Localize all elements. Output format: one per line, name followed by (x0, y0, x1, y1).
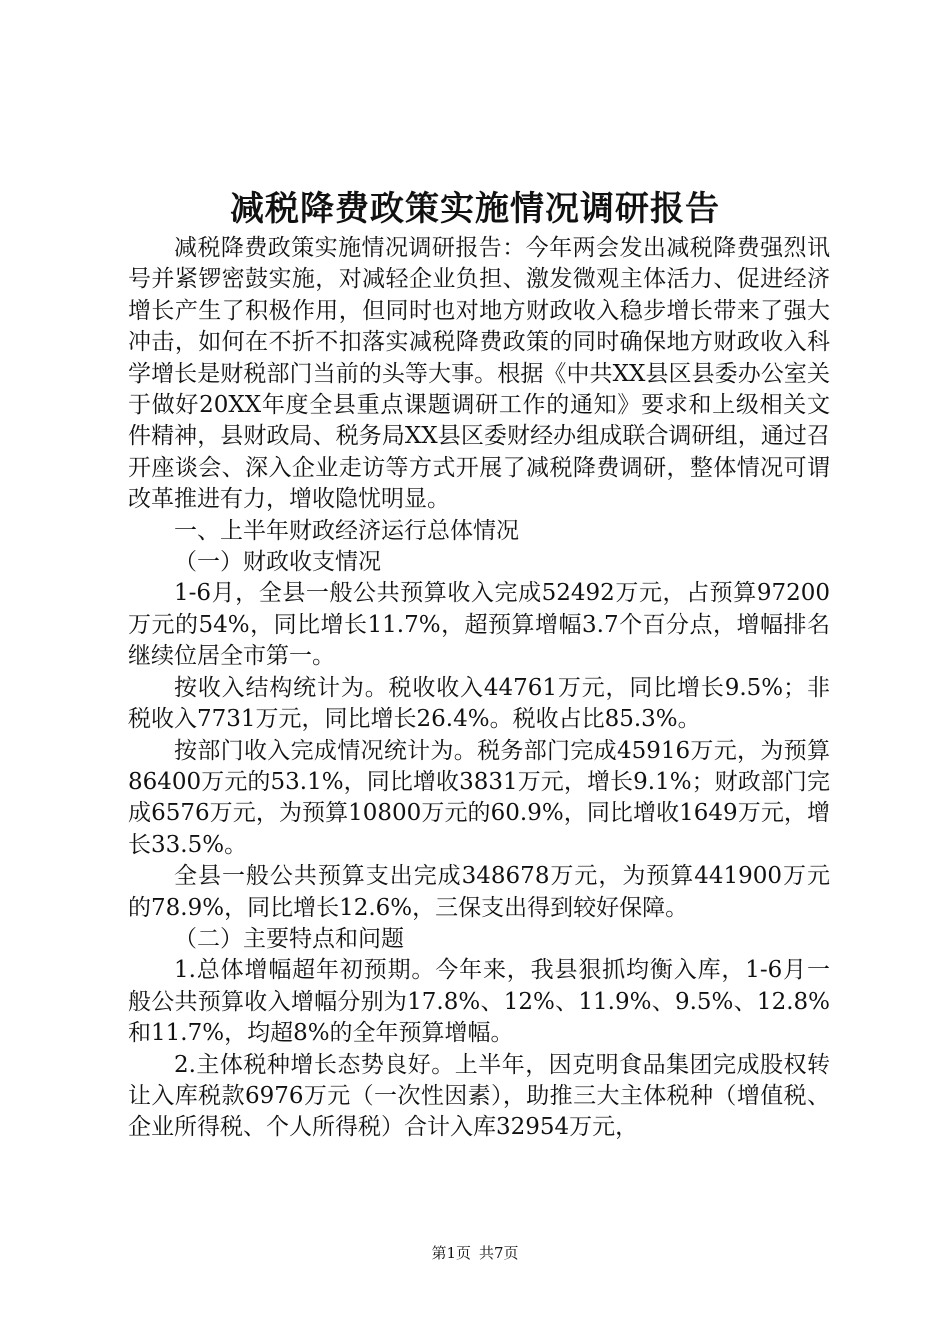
department-revenue-paragraph: 按部门收入完成情况统计为。税务部门完成45916万元，为预算86400万元的53.1%，同比增收3831万元，增长9.1%；财政部门完成6576万元，为预算10800万元的60.9%，同比增收1649万元，增长33.5%。 (128, 737, 830, 858)
document-title: 减税降费政策实施情况调研报告 (230, 189, 720, 229)
revenue-paragraph: 1-6月，全县一般公共预算收入完成52492万元，占预算97200万元的54%，同比增长11.7%，超预算增幅3.7个百分点，增幅排名继续位居全市第一。 (128, 580, 830, 670)
page-total: 共7页 (479, 1244, 519, 1262)
feature-paragraph-1: 1.总体增幅超年初预期。今年来，我县狠抓均衡入库，1-6月一般公共预算收入增幅分别为17.8%、12%、11.9%、9.5%、12.8%和11.7%，均超8%的全年预算增幅。 (128, 957, 830, 1047)
subsection-heading-1: （一）财政收支情况 (174, 549, 381, 576)
subsection-heading-2: （二）主要特点和问题 (174, 925, 404, 952)
feature-paragraph-2: 2.主体税种增长态势良好。上半年，因克明食品集团完成股权转让入库税款6976万元（一次性因素），助推三大主体税种（增值税、企业所得税、个人所得税）合计入库32954万元， (128, 1051, 830, 1141)
document-body (128, 233, 830, 1144)
section-heading-1: 一、上半年财政经济运行总体情况 (174, 517, 519, 544)
intro-paragraph: 减税降费政策实施情况调研报告：今年两会发出减税降费强烈讯号并紧锣密鼓实施，对减轻企业负担、激发微观主体活力、促进经济增长产生了积极作用，但同时也对地方财政收入稳步增长带来了强大冲击，如何在不折不扣落实减税降费政策的同时确保地方财政收入科学增长是财税部门当前的头等大事。根据《中共XX县区县委办公室关于做好20XX年度全县重点课题调研工作的通知》要求和上级相关文件精神，县财政局、税务局XX县区委财经办组成联合调研组，通过召开座谈会、深入企业走访等方式开展了减税降费调研，整体情况可谓改革推进有力，增收隐忧明显。 (128, 235, 830, 513)
expenditure-paragraph: 全县一般公共预算支出完成348678万元，为预算441900万元的78.9%，同比增长12.6%，三保支出得到较好保障。 (128, 863, 830, 921)
page-footer (0, 1243, 950, 1263)
page-number: 第1页 (431, 1244, 471, 1262)
revenue-structure-paragraph: 按收入结构统计为。税收收入44761万元，同比增长9.5%；非税收入7731万元，同比增长26.4%。税收占比85.3%。 (128, 674, 830, 733)
